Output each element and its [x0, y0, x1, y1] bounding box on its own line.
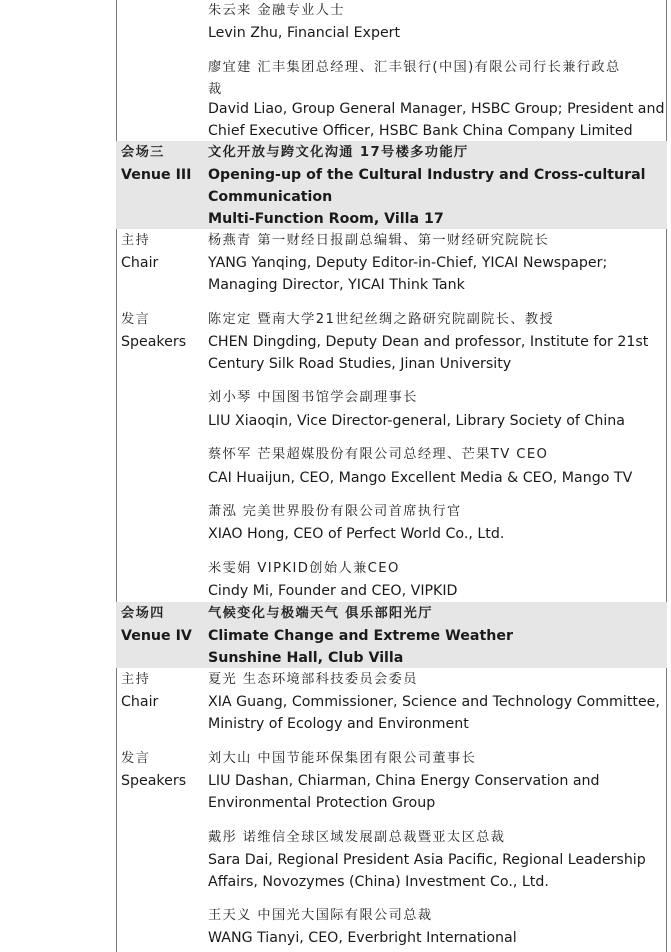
speaker-zh: 戴彤 诺维信全球区域发展副总裁暨亚太区总裁 [208, 830, 506, 845]
venue-3-title-en: Opening-up of the Cultural Industry and Cross-cultural [208, 167, 646, 183]
venue-3-label-en: Venue III [121, 167, 192, 183]
chair-label-zh: 主持 [121, 233, 151, 248]
speaker-en: XIAO Hong, CEO of Perfect World Co., Ltd. [208, 526, 505, 542]
speaker-en: Century Silk Road Studies, Jinan University [208, 356, 512, 372]
speaker-en: David Liao, Group General Manager, HSBC Group; President and [208, 101, 665, 117]
speaker-zh: 米雯娟 VIPKID创始人兼CEO [208, 561, 400, 576]
speaker-en: LIU Xiaoqin, Vice Director-general, Library Society of China [208, 413, 625, 429]
chair-en: Managing Director, YICAI Think Tank [208, 277, 465, 293]
speaker-zh: 萧泓 完美世界股份有限公司首席执行官 [208, 504, 462, 519]
venue-4-label-en: Venue IV [121, 628, 192, 644]
speaker-zh: 刘大山 中国节能环保集团有限公司董事长 [208, 751, 477, 766]
venue-4-label-zh: 会场四 [121, 606, 165, 621]
speaker-en: LIU Dashan, Chiarman, China Energy Conservation and [208, 773, 600, 789]
speaker-zh: 刘小琴 中国图书馆学会副理事长 [208, 390, 418, 405]
chair-en: Ministry of Ecology and Environment [208, 716, 469, 732]
speakers-label-zh: 发言 [121, 312, 151, 327]
speaker-en: CAI Huaijun, CEO, Mango Excellent Media & CEO, Mango TV [208, 470, 633, 486]
chair-en: XIA Guang, Commissioner, Science and Technology Committee, [208, 694, 660, 710]
speaker-zh: 王天义 中国光大国际有限公司总裁 [208, 908, 433, 923]
speaker-zh: 廖宜建 汇丰集团总经理、汇丰银行(中国)有限公司行长兼行政总 [208, 60, 621, 75]
venue-3-title-en: Communication [208, 189, 333, 205]
chair-label-en: Chair [121, 694, 159, 710]
venue-3-label-zh: 会场三 [121, 145, 165, 160]
speaker-zh: 陈定定 暨南大学21世纪丝绸之路研究院副院长、教授 [208, 312, 555, 327]
chair-label-zh: 主持 [121, 672, 151, 687]
venue-4-room: Sunshine Hall, Club Villa [208, 650, 404, 666]
speaker-zh: 裁 [208, 82, 223, 97]
speaker-en: Environmental Protection Group [208, 795, 436, 811]
chair-label-en: Chair [121, 255, 159, 271]
chair-zh: 夏光 生态环境部科技委员会委员 [208, 672, 418, 687]
venue-3-title-zh: 文化开放与跨文化沟通 17号楼多功能厅 [208, 145, 469, 160]
venue-4-title-en: Climate Change and Extreme Weather [208, 628, 513, 644]
speaker-en: Cindy Mi, Founder and CEO, VIPKID [208, 583, 458, 599]
speaker-en: Affairs, Novozymes (China) Investment Co., Ltd. [208, 874, 549, 890]
chair-en: YANG Yanqing, Deputy Editor-in-Chief, YICAI Newspaper; [208, 255, 608, 271]
speaker-en: Sara Dai, Regional President Asia Pacific, Regional Leadership [208, 852, 646, 868]
speaker-zh: 朱云来 金融专业人士 [208, 3, 345, 18]
venue-4-title-zh: 气候变化与极端天气 俱乐部阳光厅 [208, 606, 433, 621]
speaker-en: WANG Tianyi, CEO, Everbright International [208, 930, 517, 946]
venue-3-room: Multi-Function Room, Villa 17 [208, 211, 444, 227]
speaker-en: Chief Executive Officer, HSBC Bank China Company Limited [208, 123, 633, 139]
speakers-label-zh: 发言 [121, 751, 151, 766]
speakers-label-en: Speakers [121, 334, 187, 350]
chair-zh: 杨燕青 第一财经日报副总编辑、第一财经研究院院长 [208, 233, 550, 248]
speaker-en: Levin Zhu, Financial Expert [208, 25, 401, 41]
speaker-zh: 蔡怀军 芒果超媒股份有限公司总经理、芒果TV CEO [208, 447, 549, 462]
speakers-label-en: Speakers [121, 773, 187, 789]
speaker-en: CHEN Dingding, Deputy Dean and professor, Institute for 21st [208, 334, 649, 350]
